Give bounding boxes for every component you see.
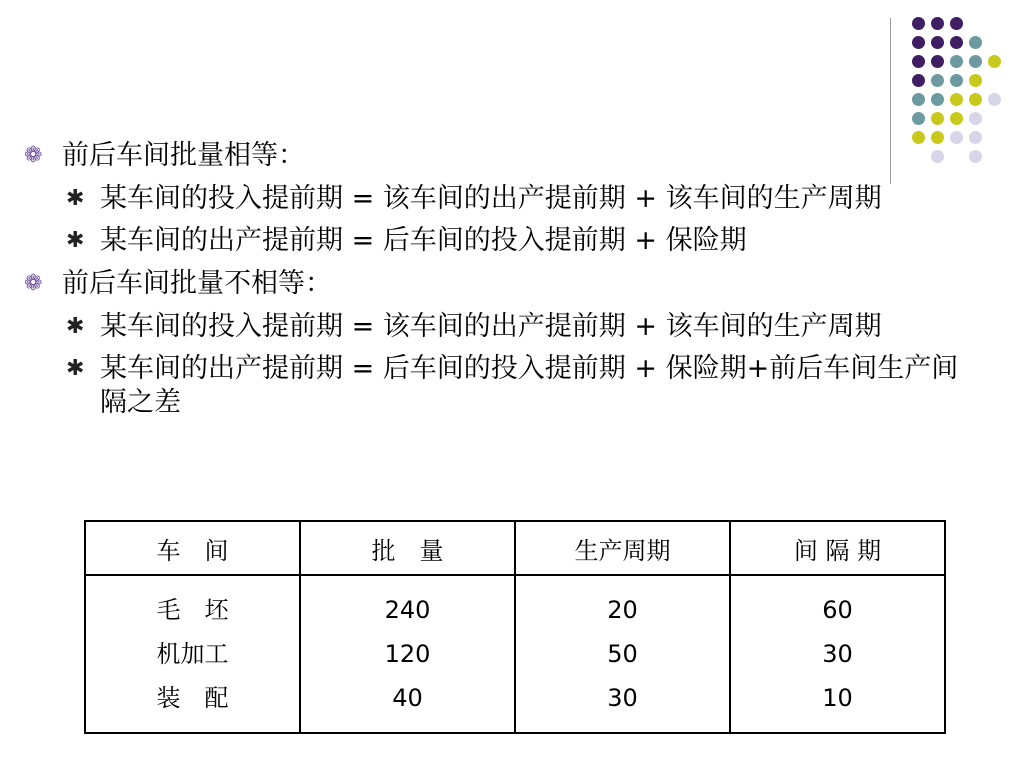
table-header-row (85, 521, 945, 575)
slide-content (24, 138, 974, 428)
list-item (66, 352, 960, 420)
workshop-data-table (84, 520, 946, 734)
decorative-dot (950, 17, 963, 30)
list-item-text: 某车间的出产提前期 = 后车间的投入提前期 + 保险期+前后车间生产间隔之差 (100, 353, 959, 418)
section-heading-equal-batch (24, 138, 974, 174)
decorative-dot (931, 17, 944, 30)
decorative-dot (988, 55, 1001, 68)
decorative-dot (912, 17, 925, 30)
list-item (66, 224, 960, 258)
section-heading-text: 前后车间批量不相等： (62, 268, 332, 299)
decorative-dot (969, 112, 982, 125)
list-item-text: 某车间的投入提前期 = 该车间的出产提前期 + 该车间的生产周期 (100, 183, 882, 214)
header-batch-size: 批 量 (300, 521, 515, 575)
decorative-dot (931, 112, 944, 125)
batch-size-column-cell (300, 575, 515, 733)
decorative-dot (988, 93, 1001, 106)
decorative-dot (950, 36, 963, 49)
table-cell: 毛 坯 (156, 596, 229, 624)
decorative-dot (969, 74, 982, 87)
production-cycle-column-cell (515, 575, 730, 733)
table-row (85, 575, 945, 733)
header-workshop: 车 间 (85, 521, 300, 575)
section-heading-unequal-batch (24, 266, 974, 302)
asterisk-bullet-icon: ✱ (66, 356, 85, 381)
table-cell: 30 (822, 640, 853, 668)
list-item (66, 182, 960, 216)
list-item-text: 某车间的出产提前期 = 后车间的投入提前期 + 保险期 (100, 225, 747, 256)
table-cell: 30 (607, 684, 638, 712)
decorative-dot (931, 74, 944, 87)
decorative-dot (950, 112, 963, 125)
table-cell: 40 (392, 684, 423, 712)
section-heading-text: 前后车间批量相等： (62, 140, 305, 171)
decorative-dot (912, 36, 925, 49)
table-cell: 240 (384, 596, 431, 624)
header-production-cycle: 生产周期 (515, 521, 730, 575)
table-cell: 装 配 (156, 684, 229, 712)
flower-bullet-icon: ❁ (24, 271, 43, 296)
decorative-dot (912, 74, 925, 87)
workshop-column-cell (85, 575, 300, 733)
decorative-dot (969, 93, 982, 106)
asterisk-bullet-icon: ✱ (66, 228, 85, 253)
decorative-dot (969, 36, 982, 49)
interval-period-column-cell (730, 575, 945, 733)
decorative-dot (931, 55, 944, 68)
asterisk-bullet-icon: ✱ (66, 314, 85, 339)
table-cell: 120 (384, 640, 431, 668)
decorative-dot (950, 74, 963, 87)
decorative-dot (931, 36, 944, 49)
list-item (66, 310, 960, 344)
decorative-dot (950, 55, 963, 68)
table-cell: 机加工 (156, 640, 229, 668)
decorative-dot (912, 93, 925, 106)
flower-bullet-icon: ❁ (24, 143, 43, 168)
decorative-dot (950, 93, 963, 106)
decorative-dot (969, 55, 982, 68)
decorative-dot (912, 55, 925, 68)
table-cell: 50 (607, 640, 638, 668)
header-interval-period: 间 隔 期 (730, 521, 945, 575)
list-item-text: 某车间的投入提前期 = 该车间的出产提前期 + 该车间的生产周期 (100, 311, 882, 342)
table-cell: 20 (607, 596, 638, 624)
decorative-dot (931, 93, 944, 106)
table-cell: 10 (822, 684, 853, 712)
asterisk-bullet-icon: ✱ (66, 186, 85, 211)
table-cell: 60 (822, 596, 853, 624)
decorative-dot (912, 112, 925, 125)
